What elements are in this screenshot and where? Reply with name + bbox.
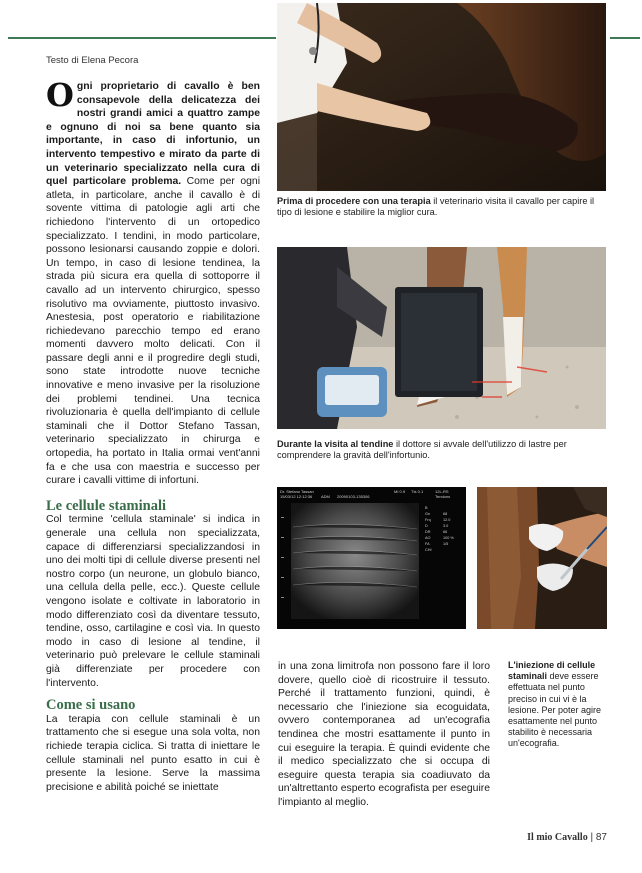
section-heading-usage: Come si usano	[46, 697, 136, 714]
us-value-3: 66	[443, 530, 448, 534]
top-rule-right	[610, 37, 640, 39]
us-header-mi: MI 0.9	[394, 489, 406, 494]
us-header-id: 20090103-135306	[337, 494, 370, 499]
section-body-usage: La terapia con cellule staminali è un trattamento che si esegue una sola volta, non richiede terapia ciclica. Si tratta di iniettare le cellule staminali nel punto esatto in cui è presente la lesione. Serve la massima precisione e abilità poiché se iniettate	[46, 713, 260, 793]
us-value-4: 100 %	[443, 536, 454, 540]
us-label-1: Gn	[425, 512, 431, 516]
caption-injection-bold: L'iniezione di cellule staminali	[508, 660, 596, 682]
photo-vet-examination	[277, 3, 606, 191]
us-value-1: 12.0	[443, 518, 451, 522]
footer-separator: |	[587, 832, 596, 843]
intro-paragraph	[46, 76, 260, 488]
caption-xray-bold: Durante la visita al tendine	[277, 439, 394, 449]
section-heading-stem-cells: Le cellule staminali	[46, 497, 167, 514]
us-header-probe: 12L-RS	[435, 489, 449, 494]
caption-vet-examination-bold: Prima di procedere con una terapia	[277, 196, 431, 206]
injection-image	[477, 487, 607, 629]
section-body-stem-cells: Col termine 'cellula staminale' si indica in generale una cellula non specializzata, capace di differenziarsi specializzandosi in uno dei molti tipi di cellule diverse presenti nel nostro corpo (un neurone, un globulo bianco, una cellula della pelle, ecc.). Queste cellule vengono isolate e coltivate in laboratorio in modo differenziato così da diventare tessuto, tendine, osso, cartilagine e così via. In questo modo in caso di lesione al tendine, il veterinario può prelevare le cellule staminali già differenziate per procedere con l'intervento.	[46, 514, 260, 689]
top-rule-left	[8, 37, 276, 39]
us-header-date: 15/03/12 12:12:36	[280, 494, 313, 499]
left-column	[46, 76, 260, 794]
photo-ultrasound-screen	[277, 487, 466, 629]
photo-injection	[477, 487, 607, 629]
drop-cap: O	[46, 76, 74, 114]
us-label-5: AO	[425, 536, 431, 540]
caption-injection	[508, 660, 608, 750]
caption-injection-text: deve essere effettuata nel punto preciso in cui vi è la lesione. Per poter agire esattamente nel punto stabilito è necessaria un'ecografia.	[508, 671, 602, 749]
ultrasound-image	[277, 487, 466, 629]
caption-xray-text: il dottore si avvale dell'utilizzo di lastre per comprendere la gravità dell'infortunio.	[277, 439, 567, 461]
xray-tendon-image	[277, 247, 606, 429]
intro-body: Come per ogni atleta, in particolare, anche il cavallo è di sovente vittima di patologie agli arti che richiedono l'intervento di un ortopedico specializzato. I tendini, in modo particolare, possono lesionarsi causando zoppie e dolori. Un tempo, in caso di lesione tendinea, la strada più sicura era quella di sottoporre il cavallo ad un intervento chirurgico, spesso risolutivo ma ovviamente, piuttosto invasivo. Anestesia, post operatorio e riabilitazione richiedevano parecchio tempo ed erano momenti davvero molto delicati. Con il passare degli anni e il progredire degli studi, sono state introdotte nuove tecniche innovative e meno invasive per la risoluzione dei problemi tendinei. Una tecnica rivoluzionaria è quella dell'impianto di cellule staminali che il Dottor Stefano Tassan, veterinario specializzato in chirurga e ortopedia, ha portato in Italia ormai vent'anni fa e che usa con maestria e successo per curare i cavalli vittime di infortuni.	[46, 176, 260, 487]
vet-examination-image	[277, 3, 606, 191]
middle-column	[278, 660, 490, 810]
page-footer	[527, 832, 607, 843]
caption-xray	[277, 439, 607, 462]
photo-xray-tendon	[277, 247, 606, 429]
us-value-2: 3.0	[443, 524, 449, 528]
us-value-0: 68	[443, 512, 448, 516]
us-header-name: Dr. Stefano Tassan	[280, 489, 314, 494]
us-label-3: D	[425, 524, 428, 528]
us-label-4: DR	[425, 530, 431, 534]
us-value-5: 1/5	[443, 542, 449, 546]
caption-vet-examination-text: il veterinario visita il cavallo per capire il tipo di lesione e stabilire la miglior cura.	[277, 196, 595, 218]
us-header-preset: Tendons	[435, 494, 451, 499]
caption-vet-examination	[277, 196, 607, 219]
publication-name: Il mio Cavallo	[527, 832, 588, 843]
us-header-mode: ADM	[321, 494, 330, 499]
us-label-2: Frq	[425, 518, 431, 522]
page-number: 87	[595, 832, 607, 843]
section-body-usage-continued: in una zona limitrofa non possono fare il loro dovere, quello cioè di ricostruire il tessuto. Perché il trattamento funzioni, quindi, è necessario che l'iniezione sia ecoguidata, ovvero contemporanea ad un'ecografia tendinea che mostri esattamente il punto in cui eseguire la terapia. È quindi evidente che il medico specializzato che si occupa di eseguire questa terapia sia coadiuvato da un'altrettanto esperto ecografista per eseguire l'impianto al meglio.	[278, 661, 490, 808]
us-label-0: B	[425, 506, 428, 510]
us-label-7: CHI	[425, 548, 432, 552]
intro-lead: gni proprietario di cavallo è ben consapevole della delicatezza dei nostri grandi amici a quattro zampe e ognuno di noi sa bene quanto sia importante, in caso di infortunio, un intervento tempestivo e mirato da parte di un veterinario specializzato nella cura di quel particolare problema.	[46, 81, 260, 188]
us-label-6: FA	[425, 542, 430, 546]
author-credit: Testo di Elena Pecora	[46, 55, 139, 66]
us-header-tis: TIs 0.1	[411, 489, 424, 494]
